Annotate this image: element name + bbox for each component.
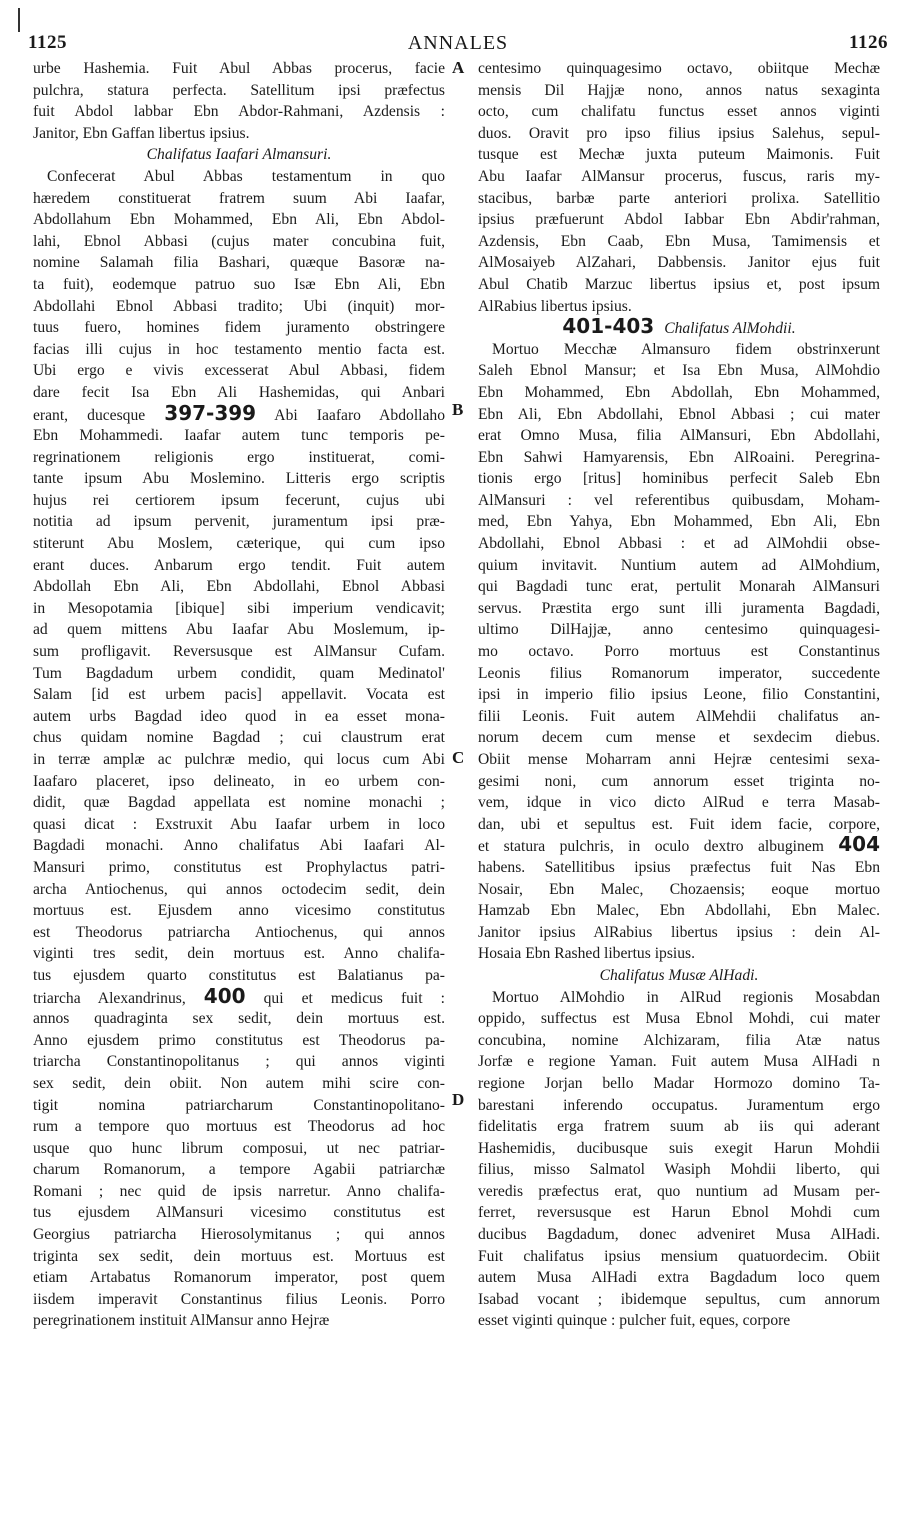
text-line: AlRabius libertus ipsius. (478, 297, 632, 315)
text-line: ad quem mittens Abu Iaafar Abu Moslemum, ip- (33, 621, 445, 639)
text-line: nomine Salamah filia Bashari, quæque Basoræ na- (33, 254, 445, 272)
text-line: Nosair, Ebn Malec, Chozaensis; eoque mortuo (478, 880, 880, 898)
page-number-right: 1126 (849, 32, 888, 53)
text-line: etiam Artabatus Romanorum imperator, post quem (33, 1269, 445, 1287)
text-line: servus. Præstita ergo sunt illi juramenta Bagdadi, (478, 599, 880, 617)
text-line: Janitor ipsius AlRabius libertus ipsius : dein Al- (478, 923, 880, 941)
text-line: Iaafaro placeret, ipso delineato, in eo urbem con- (33, 772, 445, 790)
text-line: mortuus est. Ejusdem anno vicesimo constitutus (33, 902, 445, 920)
text-line: erant duces. Anbarum ergo tendit. Fuit autem (33, 556, 445, 574)
text-line: Ebn Sahwi Hamyarensis, Ebn AlRoaini. Peregrina- (478, 448, 880, 466)
text-fragment: erant, ducesque (33, 406, 165, 424)
text-line: iisdem imperavit Constantinus filius Leonis. Porro (33, 1290, 445, 1308)
text-fragment: qui et medicus fuit : (245, 989, 445, 1007)
margin-mark (18, 8, 20, 32)
text-line: Hashemidis, ducibusque suis exegit Harun Mohdii (478, 1139, 880, 1157)
text-line: Abdollahi Ebnol Abbasi tradito; Ubi (inquit) mor- (33, 297, 445, 315)
text-line: ta fuit), eodemque patruo suo Isæ Ebn Ali, Ebn (33, 275, 445, 293)
text-line: viginti tres sedit, dein mortuus est. Anno chalifa- (33, 945, 445, 963)
text-line: quium invitavit. Nuntium autem ad AlMohdium, (478, 556, 880, 574)
text-line: usque quo hunc librum composui, ut nec patriar- (33, 1139, 445, 1157)
text-line: Leonis filius Romanorum imperator, succedente (478, 664, 880, 682)
text-line: AlMansuri : vel referentibus quibusdam, Moham- (478, 491, 880, 509)
text-line-with-year (33, 987, 445, 1009)
text-line: archa Antiochenus, qui annos octodecim sedit, dein (33, 880, 445, 898)
text-line: barestani inferendo occupatus. Juramentum ergo (478, 1096, 880, 1114)
text-line: Hosaia Ebn Rashed libertus ipsius. (478, 945, 695, 963)
text-line: tuus fuero, homines fidem juramento obstringere (33, 319, 445, 337)
page-number-left: 1125 (28, 32, 67, 53)
text-line: Confecerat Abul Abbas testamentum in quo (47, 167, 445, 185)
text-line: stiterunt Abu Moslem, cæterique, qui cum ipso (33, 535, 445, 553)
text-line-with-year (478, 835, 880, 857)
text-line: annos quadraginta sex sedit, dein mortuus est. (33, 1010, 445, 1028)
text-line: Bagdadi monachi. Anno chalifatus Abi Iaafari Al- (33, 837, 445, 855)
text-line: autem Musa AlHadi extra Bagdadum loco quem (478, 1269, 880, 1287)
text-line: regione Jorjan bello Madar Hormozo domino Ta- (478, 1074, 880, 1092)
text-line: vem, idque in vico dicto AlRud e terra Masab- (478, 794, 880, 812)
text-line: veredis præfectus erat, quo nuntium ad Musam per- (478, 1182, 880, 1200)
text-line: hæredem constituerat fratrem suum Abi Iaafar, (33, 189, 445, 207)
text-line: norum decem cum mense et sexdecim diebus. (478, 729, 880, 747)
section-marker-a: A (452, 58, 465, 77)
text-line: Abdollahi, Ebnol Abbasi : et ad AlMohdii obse- (478, 535, 880, 553)
year-marker: 404 (838, 835, 880, 857)
text-fragment: Abi Iaafaro Abdollaho (256, 406, 445, 424)
text-line: Mortuo Mecchæ Almansuro fidem obstrinxerunt (492, 340, 880, 358)
text-line: filius, misso Salmatol Wasiph Mohdii liberto, qui (478, 1161, 880, 1179)
page-header (28, 28, 888, 58)
text-line: Ubi ergo e vivis excesserat Abul Abbasi, fidem (33, 362, 445, 380)
text-line: duos. Oravit pro ipso filius ipsius Salehus, sepul- (478, 124, 880, 142)
text-line: peregrinationem instituit AlMansur anno Hejræ (33, 1312, 330, 1330)
text-line: Abul Chatib Marzuc libertus ipsius et, post ipsum (478, 275, 880, 293)
text-line: centesimo quinquagesimo octavo, obiitque Mechæ (478, 60, 880, 77)
text-line: Abdollahum Ebn Mohammed, Ebn Ali, Ebn Abdol- (33, 211, 445, 229)
text-line-with-year (33, 404, 445, 426)
text-line: regrinationem religionis ergo instituerat, comi- (33, 448, 445, 466)
text-line: octo, cum chalifatu functus esset annos viginti (478, 103, 880, 121)
text-line: Ebn Mohammed, Ebn Abdollah, Ebn Mohammed, (478, 383, 880, 401)
left-column (33, 58, 445, 1332)
text-line: Jorfæ e regione Yaman. Fuit autem Musa AlHadi n (478, 1053, 880, 1071)
text-line: in Mesopotamia [ibique] sibi imperium vendicavit; (33, 599, 445, 617)
text-line: mo octavo. Porro mortuus est Constantinus (478, 643, 880, 661)
text-line: tigit nomina patriarcharum Constantinopolitano- (33, 1096, 445, 1114)
right-column (478, 58, 880, 1332)
running-title: ANNALES (407, 31, 509, 54)
text-line: concubina, nomine Alchizaram, filia Atæ natus (478, 1031, 880, 1049)
text-line: dare fecit Isa Ebn Ali Hashemidas, qui Anbari (33, 383, 445, 401)
text-line: urbe Hashemia. Fuit Abul Abbas procerus, facie (33, 60, 445, 77)
text-line: facias illi cujus in hoc testamento mentio facta est. (33, 340, 445, 358)
text-line: tusque est Mechæ juxta puteum Maimonis. Fuit (478, 146, 880, 164)
text-line: fuit Abdol labbar Ebn Abdor-Rahmani, Azdensis : (33, 103, 445, 121)
text-line: ferret, reversusque est Harun Ebnol Mohdi cum (478, 1204, 880, 1222)
text-line: sum profligavit. Reversusque est AlMansur Cufam. (33, 643, 445, 661)
text-line: ultimo DilHajjæ, anno centesimo quinquagesi- (478, 621, 880, 639)
text-line: sex sedit, dein obiit. Non autem mihi scire con- (33, 1074, 445, 1092)
text-line: Fuit chalifatus ipsius mensium quatuordecim. Obiit (478, 1247, 880, 1265)
text-line: Isabad vocant ; ibidemque sepultus, cum annorum (478, 1290, 880, 1308)
text-line: charum Romanorum, a tempore Agabii patriarchæ (33, 1161, 445, 1179)
text-line: Georgius patriarcha Hierosolymitanus ; qui annos (33, 1226, 445, 1244)
text-line: notitia ad ipsum pervenit, juramentum ipsi præ- (33, 513, 445, 531)
text-line: Romani ; nec quid de ipsis narretur. Anno chalifa- (33, 1182, 445, 1200)
text-fragment: et statura pulchris, in oculo dextro albuginem (478, 838, 839, 856)
year-marker: 397-399 (164, 403, 257, 425)
text-line: Ebn Ali, Ebn Abdollahi, Ebnol Abbasi ; cui mater (478, 405, 880, 423)
text-line: est Theodorus patriarcha Antiochenus, qui annos (33, 923, 445, 941)
text-line: Anno ejusdem primo constitutus est Theodorus pa- (33, 1031, 445, 1049)
text-line: chus quidam nomine Bagdad ; cui claustrum erat (33, 729, 445, 747)
text-line: ducibus Bagdadum, donec adveniret Musa AlHadi. (478, 1226, 880, 1244)
text-line: Obiit mense Moharram anni Hejræ centesimi sexa- (478, 751, 880, 768)
heading-text: Chalifatus AlMohdii. (664, 320, 796, 338)
text-line: lahi, Ebnol Abbasi (cujus mater concubina fuit, (33, 232, 445, 250)
text-line: esset viginti quinque : pulcher fuit, eques, corpore (478, 1312, 791, 1330)
text-line: fidelitatis erga fratrem suum ab iis qui aderant (478, 1118, 880, 1136)
text-line: tante ipsum Abu Moslemino. Litteris ergo scriptis (33, 470, 445, 488)
text-line: autem urbs Bagdad ideo quod in ea esset mona- (33, 707, 445, 725)
text-line: tionis ergo [ritus] hominibus perfecit Saleb Ebn (478, 470, 880, 488)
text-line: Hamzab Ebn Malec, Ebn Abdollahi, Ebn Malec. (478, 902, 880, 920)
text-line: erat Omno Musa, filia AlMansuri, Ebn Abdollahi, (478, 427, 880, 445)
text-line: Ebn Mohammedi. Iaafar autem tunc temporis pe- (33, 427, 445, 445)
text-line: rum a tempore quo mortuus est Theodorus ad hoc (33, 1118, 445, 1136)
text-line: triginta sex sedit, dein mortuus est. Mortuus est (33, 1247, 445, 1265)
section-marker-d: D (452, 1090, 465, 1109)
section-marker-c: C (452, 748, 465, 767)
text-line: stacibus, barbæ parte anteriori prolixa. Satellitio (478, 189, 880, 207)
text-line: tus ejusdem AlMansuri vicesimo constitutus est (33, 1204, 445, 1222)
text-line: ipsius præfuerunt Abdol Iabbar Ebn Abdir'rahman, (478, 211, 880, 229)
section-heading (478, 317, 880, 339)
text-line: Saleh Ebnol Mansur; et Isa Ebn Musa, AlMohdio (478, 362, 880, 380)
text-line: Salam [id est urbem pacis] appellavit. Vocata est (33, 686, 445, 704)
text-line: in terræ amplæ ac pulchræ medio, qui locus cum Abi (33, 751, 445, 768)
text-line: hujus rei certiorem ipsum fecerunt, cujus ubi (33, 491, 445, 509)
section-heading: Chalifatus Iaafari Almansuri. (146, 146, 332, 164)
text-line: Mortuo AlMohdio in AlRud regionis Mosabdan (492, 988, 880, 1006)
text-line: tus ejusdem quarto constitutus est Balatianus pa- (33, 966, 445, 984)
text-line: AlMosaiyeb AlZahari, Dabbensis. Janitor ejus fuit (478, 254, 880, 272)
text-line: pulchra, statura perfecta. Satellitum ipsi præfectus (33, 81, 445, 99)
text-line: gesimi noni, cum annorum esset triginta no- (478, 772, 880, 790)
text-line: Tum Bagdadum urbem condidit, quam Medinatol' (33, 664, 445, 682)
text-line: Azdensis, Ebn Caab, Ebn Musa, Tamimensis et (478, 232, 880, 250)
text-line: triarcha Constantinopolitanus ; qui annos viginti (33, 1053, 445, 1071)
text-fragment: triarcha Alexandrinus, (33, 989, 204, 1007)
year-marker: 400 (203, 986, 246, 1008)
text-line: Abdollah Ebn Ali, Ebn Abdollahi, Ebnol Abbasi (33, 578, 445, 596)
section-marker-b: B (452, 400, 464, 419)
text-line: didit, quæ Bagdad appellata est nomine monachi ; (33, 794, 445, 812)
text-line: mensis Dil Hajjæ nono, annos natus sexaginta (478, 81, 880, 99)
text-line: filii Leonis. Fuit autem AlMehdii chalifatus an- (478, 707, 880, 725)
text-line: dan, ubi et sepultus est. Fuit idem facie, corpore, (478, 815, 880, 833)
text-line: qui Bagdadi tunc erat, pertulit Monarah AlMansuri (478, 578, 880, 596)
text-line: habens. Satellitibus ipsius præfectus fuit Nas Ebn (478, 858, 880, 876)
year-marker: 401-403 (562, 317, 655, 339)
text-line: med, Ebn Yahya, Ebn Mohammed, Ebn Ali, Ebn (478, 513, 880, 531)
text-line: quasi dicat : Exstruxit Abu Iaafar urbem in loco (33, 815, 445, 833)
text-line: oppido, suffectus est Musa Ebnol Mohdi, cui mater (478, 1010, 880, 1028)
section-heading: Chalifatus Musæ AlHadi. (599, 966, 759, 984)
text-line: Abu Iaafar AlMansur procerus, fuscus, raris my- (478, 167, 880, 185)
text-line: Mansuri primo, constitutus est Prophylactus patri- (33, 858, 445, 876)
text-line: Janitor, Ebn Gaffan libertus ipsius. (33, 124, 250, 142)
text-line: ipsi in imperio filio ipsius Leone, filio Constantini, (478, 686, 880, 704)
